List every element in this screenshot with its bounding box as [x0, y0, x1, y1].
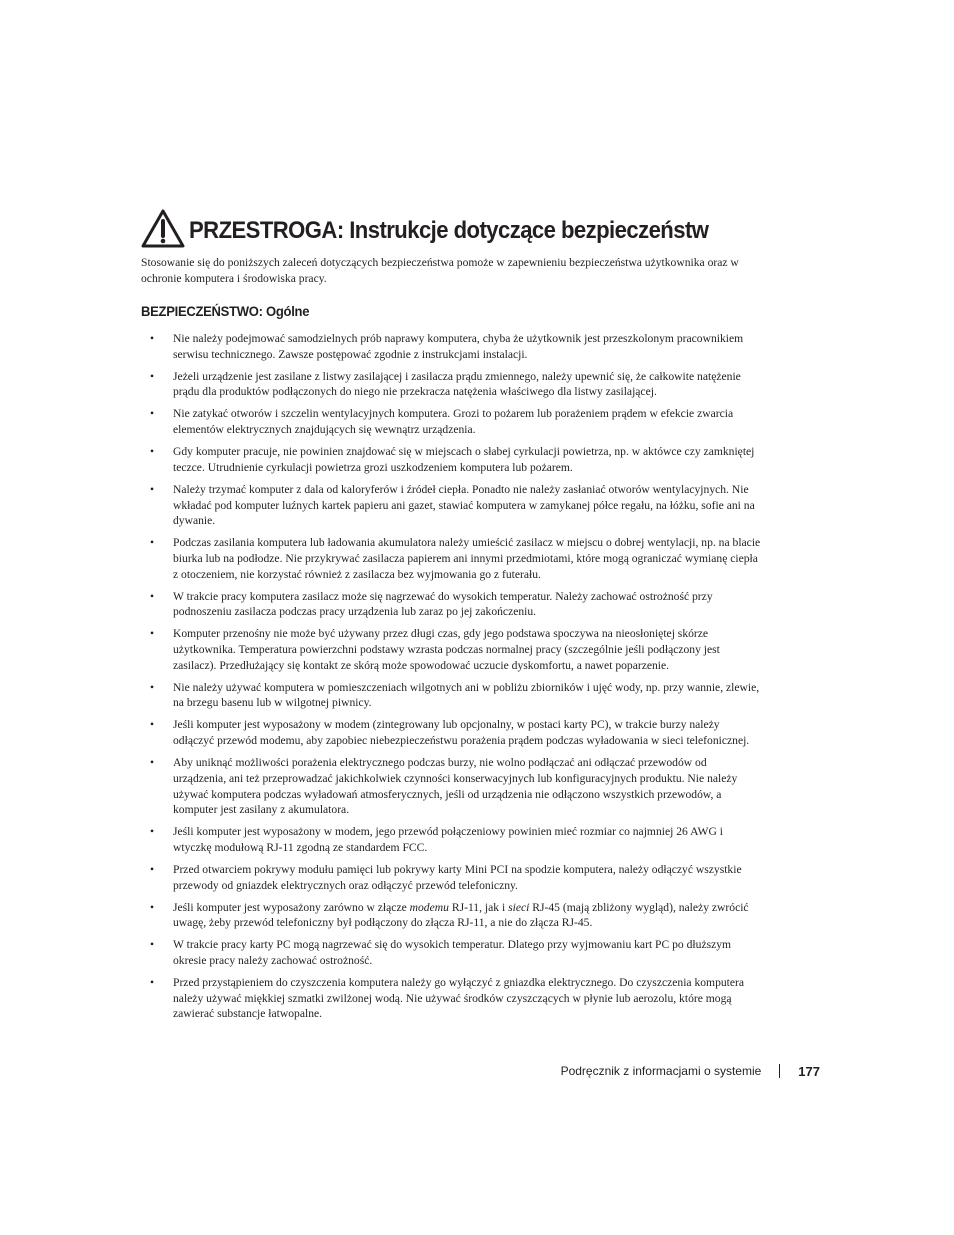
bullet-marker: • — [150, 938, 155, 952]
intro-paragraph: Stosowanie się do poniższych zaleceń dotyczących bezpieczeństwa pomoże w zapewnieniu bezpieczeństwa użytkownika oraz w ochronie komputera i środowiska pracy. — [141, 256, 739, 285]
list-item — [141, 975, 761, 1022]
bullet-marker: • — [150, 407, 155, 421]
list-item — [141, 535, 761, 582]
list-item — [141, 900, 761, 931]
list-item-text: Nie zatykać otworów i szczelin wentylacyjnych komputera. Grozi to pożarem lub porażeniem prądem w efekcie zwarcia elementów elektrycznych znajdujących się wewnątrz urządzenia. — [173, 407, 734, 437]
bullet-marker: • — [150, 589, 155, 603]
bullet-marker: • — [150, 445, 155, 459]
list-item — [141, 626, 761, 673]
page-number: 177 — [798, 1063, 820, 1079]
safety-bullet-list — [141, 331, 761, 1028]
bullet-marker: • — [150, 825, 155, 839]
bullet-marker: • — [150, 332, 155, 345]
list-item-text: Należy trzymać komputer z dala od kaloryferów i źródeł ciepła. Ponadto nie należy zasłaniać otworów wentylacyjnych. Nie wkładać pod komputer luźnych kartek papieru ani gazet, stawiać komputera w zamykanej półce regału, na łóżku, sofie ani na dywanie. — [173, 482, 755, 528]
footer-divider — [779, 1064, 780, 1078]
section-heading: BEZPIECZEŃSTWO: Ogólne — [141, 303, 310, 319]
text-run: Jeśli komputer jest wyposażony zarówno w złącze — [173, 900, 410, 914]
list-item-text: Podczas zasilania komputera lub ładowania akumulatora należy umieścić zasilacz w miejscu o dobrej wentylacji, np. na blacie biurka lub na podłodze. Nie przykrywać zasilacza papierem ani innymi przedmiotami, które mogą ograniczać wymianę ciepła z otoczeniem, nie korzystać również z zasilacza bez wyjmowania go z futerału. — [173, 536, 761, 581]
list-item — [141, 717, 761, 748]
bullet-marker: • — [150, 862, 155, 876]
list-item — [141, 680, 761, 711]
bullet-marker: • — [150, 756, 155, 770]
footer-book-title: Podręcznik z informacjami o systemie — [560, 1064, 762, 1078]
list-item — [141, 331, 761, 362]
page-title: PRZESTROGA: Instrukcje dotyczące bezpieczeństw — [189, 217, 709, 244]
list-item — [141, 862, 761, 893]
list-item — [141, 369, 761, 400]
bullet-marker: • — [150, 627, 155, 641]
list-item-text: Nie należy podejmować samodzielnych prób naprawy komputera, chyba że użytkownik jest przeszkolonym pracownikiem serwisu technicznego. Zawsze postępować zgodnie z instrukcjami instalacji. — [173, 332, 744, 361]
caution-heading — [141, 209, 821, 249]
list-item-text: Komputer przenośny nie może być używany przez długi czas, gdy jego podstawa spoczywa na nieosłoniętej skórze użytkownika. Temperatura powierzchni podstawy wzrasta podczas normalnej pracy (szczególnie jeśli podłączony jest zasilacz). Przedłużający się kontakt ze skórą może spowodować uczucie dyskomfortu, a nawet poparzenie. — [173, 627, 720, 672]
list-item-text: W trakcie pracy karty PC mogą nagrzewać się do wysokich temperatur. Dlatego przy wyjmowaniu kart PC po dłuższym okresie pracy należy zachować ostrożność. — [173, 938, 732, 968]
list-item-text: Jeśli komputer jest wyposażony w modem, jego przewód połączeniowy powinien mieć rozmiar co najmniej 26 AWG i wtyczkę modułową RJ-11 zgodną ze standardem FCC. — [173, 825, 723, 854]
bullet-marker: • — [150, 482, 155, 496]
list-item — [141, 937, 761, 968]
bullet-marker: • — [150, 900, 155, 914]
list-item-text: W trakcie pracy komputera zasilacz może się nagrzewać do wysokich temperatur. Należy zachować ostrożność przy podnoszeniu zasilacza podczas pracy urządzenia lub zaraz po jej zakończeniu. — [173, 589, 713, 619]
list-item-text: Jeśli komputer jest wyposażony w modem (zintegrowany lub opcjonalny, w postaci karty PC), w trakcie burzy należy odłączyć przewód modemu, aby zapobiec niebezpieczeństwu porażenia prądem podczas wyładowania w sieci telefonicznej. — [173, 718, 750, 748]
list-item-text — [173, 901, 749, 930]
text-run: RJ-11, jak i — [448, 900, 509, 914]
list-item-text: Przed przystąpieniem do czyszczenia komputera należy go wyłączyć z gniazdka elektrycznego. Do czyszczenia komputera należy używać miękkiej szmatki zwilżonej wodą. Nie używać środków czyszczących w płynie lub aerozolu, które mogą zawierać substancje łatwopalne. — [173, 976, 745, 1021]
list-item — [141, 482, 761, 529]
warning-triangle-icon — [141, 209, 185, 249]
emphasized-term: sieci — [508, 900, 530, 914]
bullet-marker: • — [150, 680, 155, 694]
bullet-marker: • — [150, 976, 155, 990]
text-run: RJ-45 (mają zbliżony wygląd), należy zwrócić uwagę, żeby przewód telefoniczny był podłączony do złącza RJ-11, a nie do złącza RJ-45. — [173, 900, 749, 930]
emphasized-term: modemu — [409, 900, 449, 914]
page-footer — [540, 1061, 820, 1081]
list-item — [141, 406, 761, 437]
list-item — [141, 444, 761, 475]
bullet-marker: • — [150, 369, 155, 383]
list-item-text: Jeżeli urządzenie jest zasilane z listwy zasilającej i zasilacza prądu zmiennego, należy upewnić się, że całkowite natężenie prądu dla produktów podłączonych do niego nie przekracza natężenia właściwego dla listwy zasilającej. — [173, 369, 741, 399]
list-item-text: Nie należy używać komputera w pomieszczeniach wilgotnych ani w pobliżu zbiorników i ujęć wody, np. przy wannie, zlewie, na brzegu basenu lub w wilgotnej piwnicy. — [173, 680, 760, 710]
list-item — [141, 755, 761, 818]
list-item-text: Przed otwarciem pokrywy modułu pamięci lub pokrywy karty Mini PCI na spodzie komputera, należy odłączyć wszystkie przewody od gniazdek elektrycznych oraz odłączyć przewód telefoniczny. — [173, 862, 742, 892]
list-item-text: Gdy komputer pracuje, nie powinien znajdować się w miejscach o słabej cyrkulacji powietrza, np. w aktówce czy zamkniętej teczce. Utrudnienie cyrkulacji powietrza grozi uszkodzeniem komputera lub pożarem. — [173, 445, 755, 474]
bullet-marker: • — [150, 718, 155, 732]
list-item — [141, 824, 761, 855]
list-item — [141, 589, 761, 620]
bullet-marker: • — [150, 536, 155, 550]
list-item-text: Aby uniknąć możliwości porażenia elektrycznego podczas burzy, nie wolno podłączać ani odłączać przewodów od urządzenia, ani też przeprowadzać jakichkolwiek czynności konserwacyjnych lub konfiguracyjnych produktu. Nie należy używać komputera podczas wyładowań atmosferycznych, jeśli od urządzenia nie odłączono wszystkich przewodów, a komputer jest zasilany z akumulatora. — [173, 756, 738, 817]
